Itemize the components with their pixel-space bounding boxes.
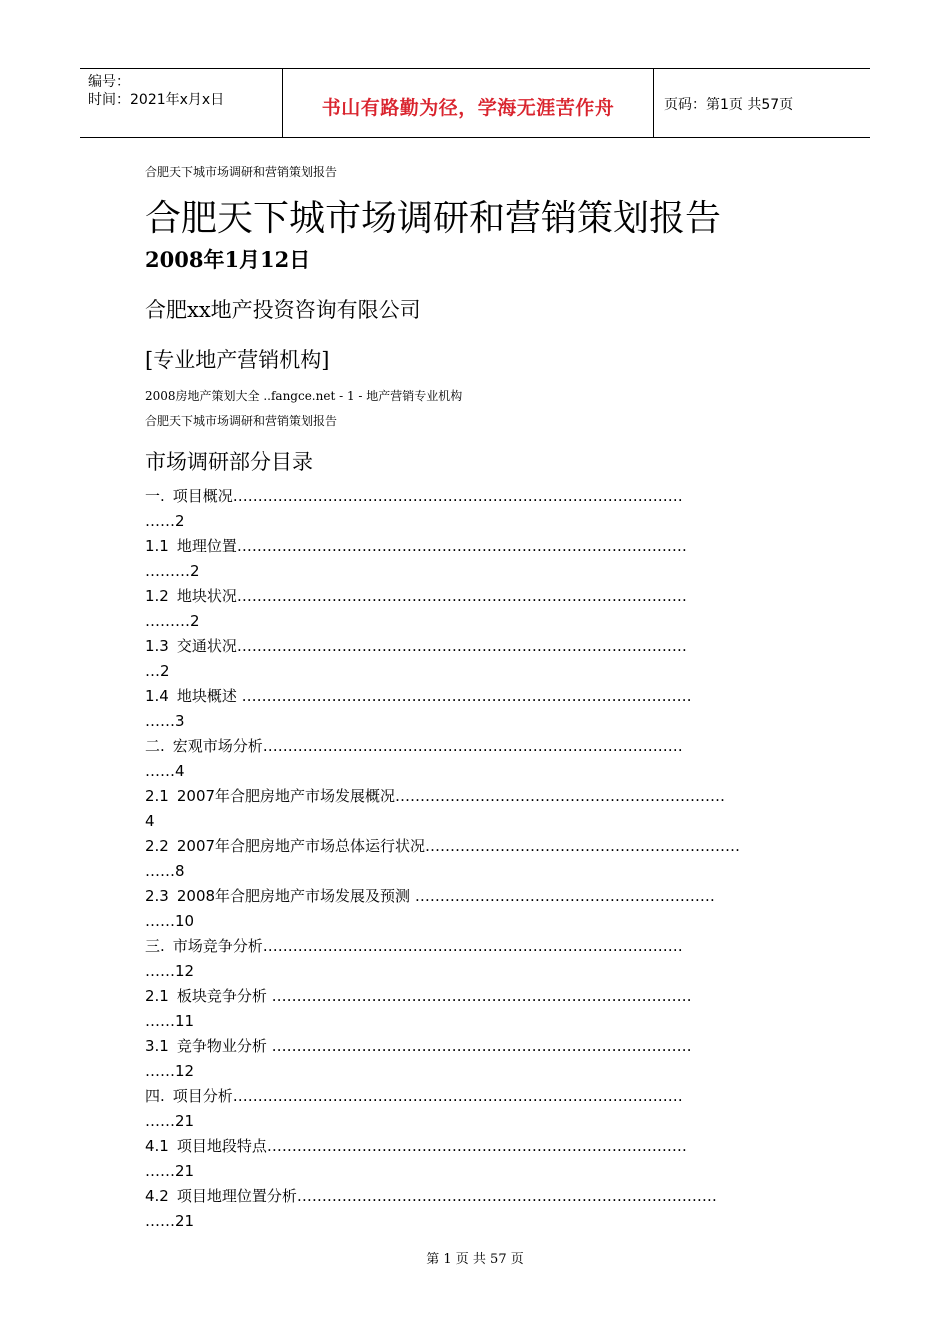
toc-page: ……10 [145, 912, 195, 930]
toc-page: ………2 [145, 612, 200, 630]
toc-label: 项目地段特点 [176, 1137, 267, 1155]
toc-label: 竞争物业分析 [176, 1037, 272, 1055]
toc-title: 市场调研部分目录 [145, 450, 313, 474]
toc-entry[interactable] [145, 884, 815, 934]
toc-entry[interactable] [145, 1184, 815, 1234]
motto-cell [282, 69, 654, 137]
page-number-footer: 第 1 页 共 57 页 [426, 1252, 524, 1267]
toc-dots: ……………………………………………………………………………… [241, 687, 692, 705]
toc-page: …2 [145, 662, 170, 680]
toc-entry[interactable] [145, 684, 815, 734]
toc-number: 2.3 [145, 887, 169, 905]
toc-number: 1.1 [145, 537, 169, 555]
toc-dots: ……………………………………………………………………………… [236, 637, 687, 655]
toc-label: 交通状况 [176, 637, 237, 655]
time-label: 时间：2021年x月x日 [88, 92, 225, 108]
toc-page: 4 [145, 812, 155, 830]
toc-dots: ……………………………………………………………………………… [232, 1087, 683, 1105]
company-name: 合肥xx地产投资咨询有限公司 [145, 298, 421, 322]
toc-page: ……4 [145, 762, 185, 780]
toc-dots: ………………………………………………………………………… [296, 1187, 717, 1205]
toc-dots: …………………………………………………… [414, 887, 715, 905]
page-info-cell [654, 69, 870, 137]
toc-number: 1.4 [145, 687, 169, 705]
toc-dots: ……………………………………………………… [425, 837, 741, 855]
toc-entry[interactable] [145, 484, 815, 534]
toc-label: 2007年合肥房地产市场总体运行状况 [176, 837, 426, 855]
page-footer-line: 2008房地产策划大全 ..fangce.net - 1 - 地产营销专业机构 [145, 389, 463, 403]
toc-entry[interactable] [145, 984, 815, 1034]
toc-dots: ………………………………………………………………………… [271, 987, 692, 1005]
toc-label: 地块概述 [176, 687, 242, 705]
toc-entry[interactable] [145, 734, 815, 784]
toc-label: 2007年合肥房地产市场发展概况 [176, 787, 396, 805]
toc-label: 项目分析 [172, 1087, 233, 1105]
document-date: 2008年1月12日 [145, 247, 311, 272]
toc-number: 3.1 [145, 1037, 169, 1055]
toc-entry[interactable] [145, 784, 815, 834]
motto-text: 书山有路勤为径，学海无涯苦作舟 [321, 96, 615, 119]
toc-label: 地理位置 [176, 537, 237, 555]
toc-page: ……11 [145, 1012, 195, 1030]
toc-label: 宏观市场分析 [172, 737, 263, 755]
running-header-2: 合肥天下城市场调研和营销策划报告 [145, 414, 338, 428]
toc-label: 项目地理位置分析 [176, 1187, 297, 1205]
toc-label: 板块竞争分析 [176, 987, 272, 1005]
toc-entry[interactable] [145, 1034, 815, 1084]
toc-dots: ……………………………………………………………………………… [232, 487, 683, 505]
toc-page: ………2 [145, 562, 200, 580]
toc-entry[interactable] [145, 934, 815, 984]
company-tagline: [专业地产营销机构] [145, 348, 330, 372]
toc-number: 1.2 [145, 587, 169, 605]
toc-dots: ………………………………………………………………………… [262, 737, 683, 755]
toc-page: ……21 [145, 1212, 195, 1230]
toc-number: 一. [145, 487, 165, 505]
toc-page: ……21 [145, 1112, 195, 1130]
number-label: 编号： [88, 74, 130, 90]
toc-dots: ……………………………………………………………………………… [236, 537, 687, 555]
toc-page: ……12 [145, 1062, 195, 1080]
toc-label: 市场竞争分析 [172, 937, 263, 955]
toc-page: ……3 [145, 712, 185, 730]
toc-number: 2.1 [145, 787, 169, 805]
toc-page: ……21 [145, 1162, 195, 1180]
toc-label: 地块状况 [176, 587, 237, 605]
toc-number: 四. [145, 1087, 165, 1105]
toc-dots: ………………………………………………………………………… [271, 1037, 692, 1055]
toc-label: 项目概况 [172, 487, 233, 505]
toc-page: ……8 [145, 862, 185, 880]
toc-number: 2.2 [145, 837, 169, 855]
toc-number: 4.1 [145, 1137, 169, 1155]
toc-dots: ………………………………………………………………………… [266, 1137, 687, 1155]
toc-entry[interactable] [145, 1084, 815, 1134]
header-meta-cell [80, 69, 282, 137]
toc-page: ……2 [145, 512, 185, 530]
toc-page: ……12 [145, 962, 195, 980]
toc-number: 1.3 [145, 637, 169, 655]
running-header: 合肥天下城市场调研和营销策划报告 [145, 165, 338, 179]
toc-number: 4.2 [145, 1187, 169, 1205]
document-title: 合肥天下城市场调研和营销策划报告 [145, 198, 722, 239]
toc-number: 二. [145, 737, 165, 755]
table-of-contents [145, 484, 815, 1234]
toc-label: 2008年合肥房地产市场发展及预测 [176, 887, 415, 905]
toc-dots: ………………………………………………………… [395, 787, 726, 805]
toc-number: 三. [145, 937, 165, 955]
toc-entry[interactable] [145, 834, 815, 884]
toc-number: 2.1 [145, 987, 169, 1005]
toc-dots: ……………………………………………………………………………… [236, 587, 687, 605]
toc-entry[interactable] [145, 634, 815, 684]
header-table [80, 68, 870, 138]
toc-entry[interactable] [145, 534, 815, 584]
toc-entry[interactable] [145, 584, 815, 634]
page-info-text: 页码：第1页 共57页 [664, 97, 794, 113]
toc-entry[interactable] [145, 1134, 815, 1184]
toc-dots: ………………………………………………………………………… [262, 937, 683, 955]
